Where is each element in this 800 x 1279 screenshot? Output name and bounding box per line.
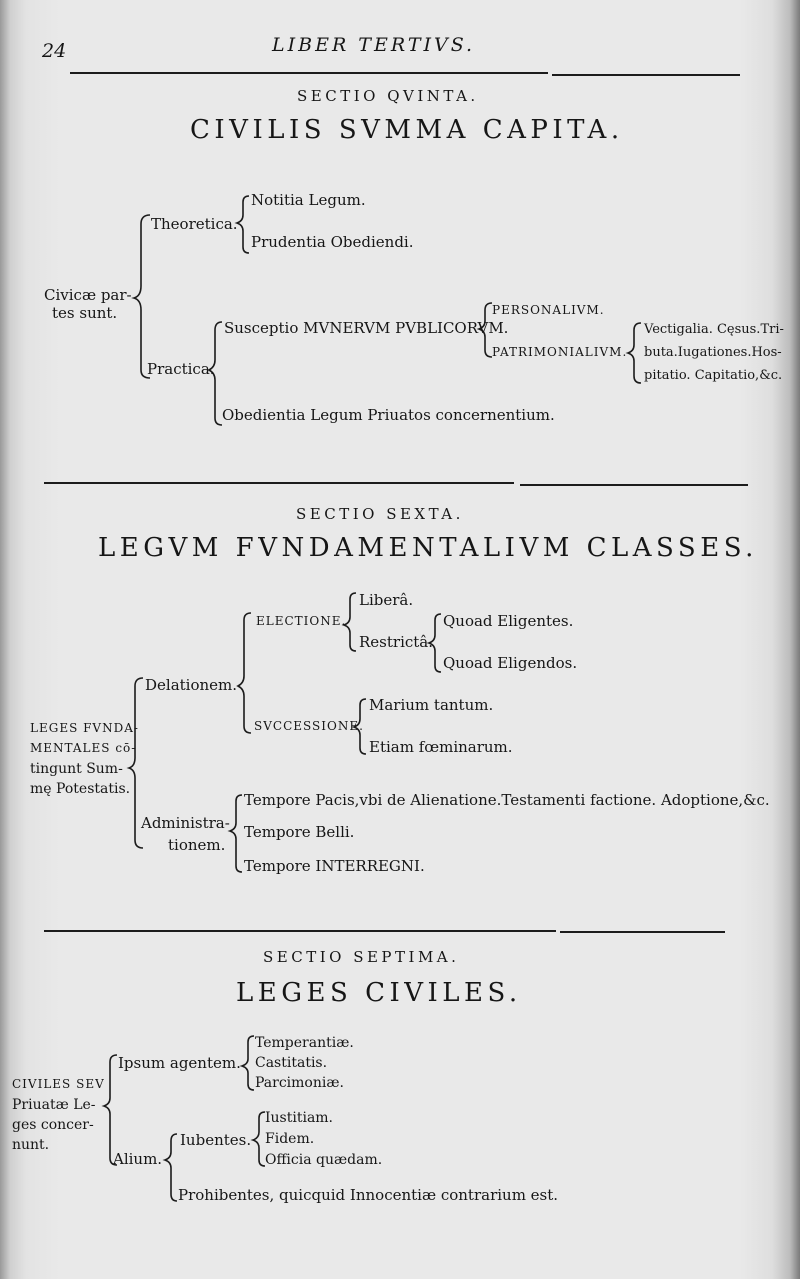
s5-obedientia: Obedientia Legum Priuatos concernentium. [222,406,555,424]
s6-etiam: Etiam fœminarum. [369,738,513,756]
s6-tempore-interregni: Tempore INTERREGNI. [244,857,425,875]
s7-castitatis: Castitatis. [255,1055,328,1071]
s5-susceptio: Susceptio MVNERVM PVBLICORVM. [224,319,509,337]
s7-root-line-4: nunt. [12,1137,50,1153]
s6-admin-line-1: Administra- [141,814,230,832]
s5-vectigalia-line-1: Vectigalia. Cęsus.Tri- [644,322,784,337]
s5-practica: Practica. [147,360,215,378]
s7-fidem: Fidem. [265,1131,315,1147]
s6-successione: SVCCESSIONE. [254,719,364,733]
s7-temperantiae: Temperantiæ. [255,1035,354,1051]
page-number: 24 [42,40,67,62]
s5-prudentia: Prudentia Obediendi. [251,233,414,251]
s5-notitia: Notitia Legum. [251,191,366,209]
section-7-heading: SECTIO SEPTIMA. [263,948,460,966]
s7-root-line-2: Priuatæ Le- [12,1097,96,1113]
brace-delationem [238,613,251,733]
s6-electione: ELECTIONE. [256,614,347,628]
section-6-rule-left [44,930,556,932]
section-5-heading: SECTIO QVINTA. [297,87,479,105]
s5-vectigalia-line-3: pitatio. Capitatio,&c. [644,368,783,383]
section-6-heading: SECTIO SEXTA. [296,505,464,523]
s7-parcimoniae: Parcimoniæ. [255,1075,344,1091]
brace-administrationem [230,795,242,872]
brace-civiles [104,1055,117,1165]
header-rule-right [552,74,740,76]
s6-quoad-eligendos: Quoad Eligendos. [443,654,578,672]
brace-iubentes [253,1112,265,1166]
section-5-rule-left [44,482,514,484]
s5-root-line-1: Civicæ par- [44,286,132,304]
s6-restricta: Restrictâ. [359,633,434,651]
s7-prohibentes: Prohibentes, quicquid Innocentiæ contrarium est. [178,1186,559,1204]
s7-ipsum: Ipsum agentem. [118,1054,241,1072]
s5-theoretica: Theoretica. [151,215,238,233]
s7-iubentes: Iubentes. [180,1131,252,1149]
s6-root-line-3: tingunt Sum- [30,761,123,777]
s5-root-line-2: tes sunt. [52,304,118,322]
s5-patrimonialium: PATRIMONIALIVM. [492,345,628,359]
s5-personalium: PERSONALIVM. [492,303,605,317]
s7-root-line-3: ges concer- [12,1117,94,1133]
s6-root-line-2: MENTALES cō- [30,741,137,755]
s7-officia: Officia quædam. [265,1152,383,1168]
section-5-title: CIVILIS SVMMA CAPITA. [190,115,624,145]
s6-admin-line-2: tionem. [168,836,226,854]
brace-theoretica [237,196,249,253]
brace-ipsum [242,1036,254,1090]
s7-root-line-1: CIVILES SEV [12,1077,105,1091]
section-6-rule-right [560,931,725,933]
s6-tempore-belli: Tempore Belli. [244,823,355,841]
s6-root-line-4: mę Potestatis. [30,781,131,797]
s6-root-line-1: LEGES FVNDA- [30,721,139,735]
header-rule-left [70,72,548,74]
section-6-title: LEGVM FVNDAMENTALIVM CLASSES. [98,533,758,563]
s6-libera: Liberâ. [359,591,414,609]
s6-marium: Marium tantum. [369,696,494,714]
brace-civicae [134,215,150,378]
s5-vectigalia-line-2: buta.Iugationes.Hos- [644,345,782,360]
section-5-rule-right [520,484,748,486]
s7-iustitiam: Iustitiam. [265,1110,334,1126]
brace-alium [165,1134,177,1201]
s6-delationem: Delationem. [145,676,238,694]
running-title: LIBER TERTIVS. [272,34,476,56]
section-7-title: LEGES CIVILES. [236,978,522,1008]
brace-patrimonialium [628,323,641,383]
s6-quoad-eligentes: Quoad Eligentes. [443,612,574,630]
s7-alium: Alium. [113,1150,163,1168]
s6-tempore-pacis: Tempore Pacis,vbi de Alienatione.Testamenti factione. Adoptione,&c. [244,791,770,809]
